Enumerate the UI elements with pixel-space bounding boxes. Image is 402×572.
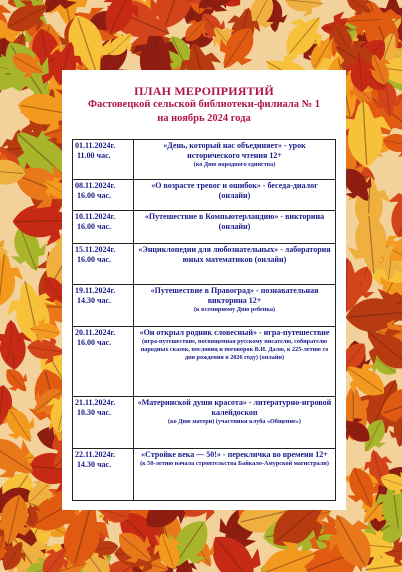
event-cell [134, 140, 336, 180]
table-row [73, 180, 336, 211]
table-row [73, 449, 336, 501]
event-cell [134, 449, 336, 501]
date-cell [73, 397, 134, 449]
date-cell [73, 285, 134, 327]
event-cell [134, 180, 336, 211]
event-title: «Материнской души красота» - литературно-игровой калейдоскоп [137, 398, 332, 417]
events-table [72, 139, 336, 501]
date-cell [73, 140, 134, 180]
event-cell [134, 327, 336, 397]
event-date: 01.11.2024г. [75, 141, 116, 150]
date-cell [73, 449, 134, 501]
event-title: «О возрасте тревог и ошибок» - беседа-диалог (онлайн) [151, 181, 318, 200]
event-date: 15.11.2024г. [75, 245, 116, 254]
event-note: (игра-путешествие, посвященная русскому писателю, собирателю народных сказок, пословиц и поговорок В.И. Далю, к 225-летию со дня рождения в 2026 году) (онлайн) [140, 338, 329, 361]
event-time: 16.00 час. [77, 191, 112, 200]
event-time: 10.30 час. [77, 408, 112, 417]
event-cell [134, 397, 336, 449]
date-cell [73, 244, 134, 285]
event-note: (ко Дню матери) (участники клуба «Общение») [168, 418, 301, 425]
event-time: 11.00 час. [77, 151, 111, 160]
event-date: 19.11.2024г. [75, 286, 116, 295]
event-cell [134, 244, 336, 285]
event-title: «Он открыл родник словесный» - игра-путешествие [139, 328, 330, 337]
event-time: 14.30 час. [77, 460, 112, 469]
event-cell [134, 211, 336, 244]
event-title: «Путешествие в Правоград» - познавательная викторина 12+ [150, 286, 319, 305]
table-row [73, 211, 336, 244]
event-note: (ко Дню народного единства) [193, 161, 276, 168]
event-date: 08.11.2024г. [75, 181, 116, 190]
table-row [73, 140, 336, 180]
title-line-2: Фастовецкой сельской библиотеки-филиала № 1 [87, 99, 321, 110]
event-date: 10.11.2024г. [75, 212, 116, 221]
title-line-1: ПЛАН МЕРОПРИЯТИЙ [134, 84, 274, 98]
page-title [62, 84, 346, 126]
event-time: 16.00 час. [77, 255, 112, 264]
event-title: «Стройке века — 50!» - перекличка во времени 12+ [141, 450, 328, 459]
title-line-3: на ноябрь 2024 года [157, 113, 251, 124]
date-cell [73, 211, 134, 244]
event-title: «Энциклопедии для любознательных» - лаборатория юных математиков (онлайн) [138, 245, 331, 264]
event-date: 22.11.2024г. [75, 450, 116, 459]
event-note: (к 50-летию начала строительства Байкало-Амурской магистрали) [140, 460, 329, 467]
event-date: 20.11.2024г. [75, 328, 116, 337]
date-cell [73, 180, 134, 211]
event-time: 14.30 час. [77, 296, 112, 305]
event-time: 16.00 час. [77, 338, 112, 347]
event-note: (к всемирному Дню ребенка) [193, 306, 275, 313]
date-cell [73, 327, 134, 397]
event-time: 16.00 час. [77, 222, 112, 231]
table-row [73, 244, 336, 285]
table-row [73, 327, 336, 397]
event-title: «День, который нас объединяет» - урок исторического чтения 12+ [163, 141, 306, 160]
table-row [73, 397, 336, 449]
event-cell [134, 285, 336, 327]
table-row [73, 285, 336, 327]
event-title: «Путешествие в Компьютерландию» - викторина (онлайн) [144, 212, 325, 231]
event-date: 21.11.2024г. [75, 398, 116, 407]
